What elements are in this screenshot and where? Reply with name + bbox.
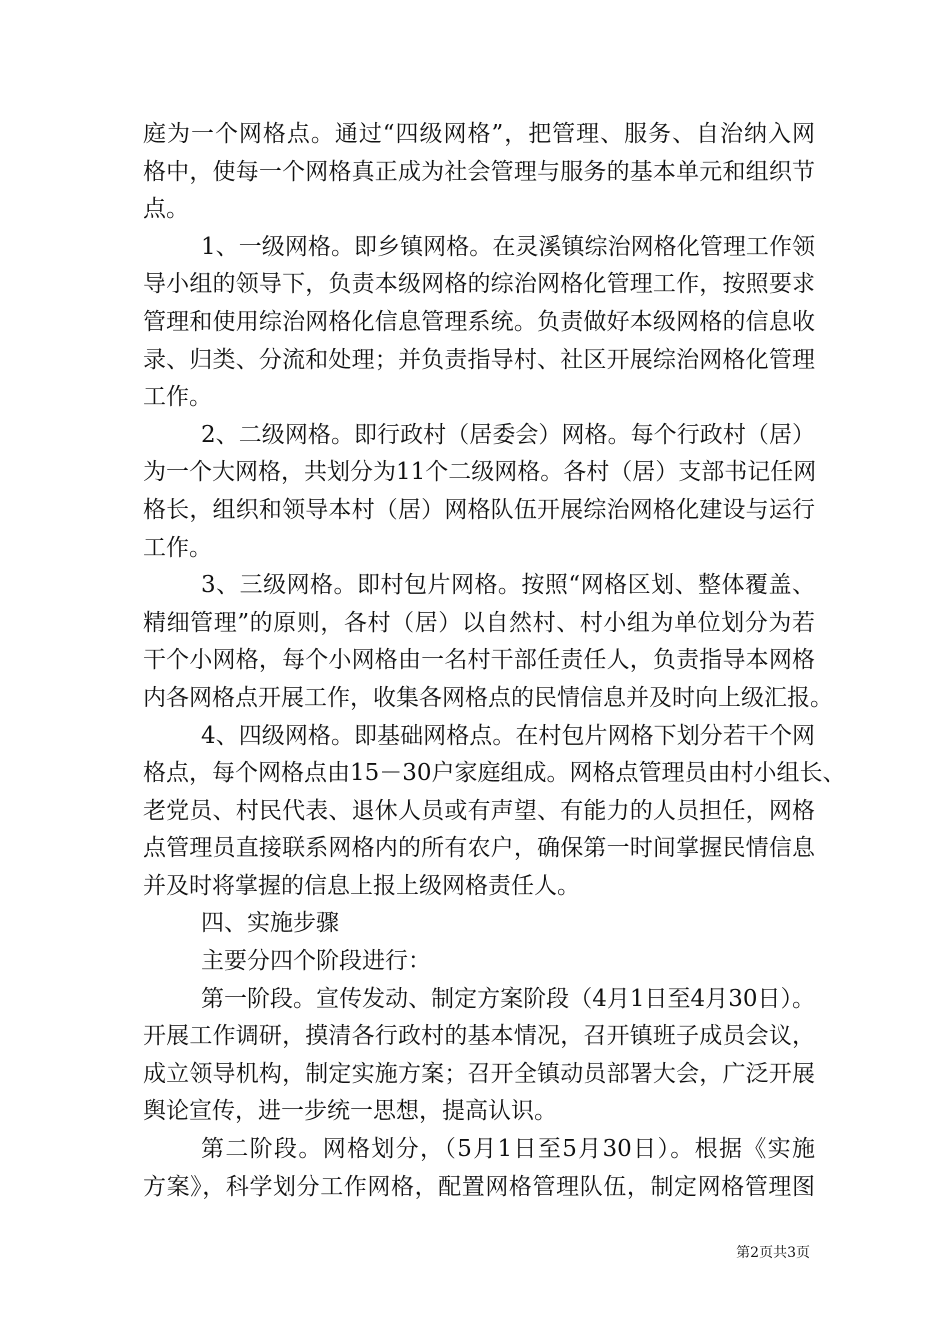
text-line: 第二阶段。网格划分，（5月1日至5月30日）。根据《实施 [201, 1136, 815, 1163]
text-line: 方案》，科学划分工作网格，配置网格管理队伍，制定网格管理图 [143, 1173, 815, 1200]
document-body [143, 116, 846, 1206]
text-line: 第一阶段。宣传发动、制定方案阶段（4月1日至4月30日）。 [201, 985, 815, 1012]
text-line: 格长，组织和领导本村（居）网格队伍开展综治网格化建设与运行 [143, 496, 815, 523]
text-line: 4、四级网格。即基础网格点。在村包片网格下划分若干个网 [201, 722, 815, 749]
text-line: 格中，使每一个网格真正成为社会管理与服务的基本单元和组织节 [143, 158, 815, 185]
text-line: 并及时将掌握的信息上报上级网格责任人。 [143, 872, 580, 899]
text-line: 工作。 [143, 384, 212, 411]
text-line: 舆论宣传，进一步统一思想，提高认识。 [143, 1098, 557, 1125]
text-line: 1、一级网格。即乡镇网格。在灵溪镇综治网格化管理工作领 [201, 233, 815, 260]
text-line: 精细管理”的原则，各村（居）以自然村、村小组为单位划分为若 [143, 609, 815, 636]
text-line: 干个小网格，每个小网格由一名村干部任责任人，负责指导本网格 [143, 647, 815, 674]
text-line: 工作。 [143, 534, 212, 561]
text-line: 格点，每个网格点由15－30户家庭组成。网格点管理员由村小组长、 [143, 760, 846, 787]
text-line: 管理和使用综治网格化信息管理系统。负责做好本级网格的信息收 [143, 308, 815, 335]
text-line: 3、三级网格。即村包片网格。按照“网格区划、整体覆盖、 [201, 572, 815, 599]
text-line: 点。 [143, 196, 189, 223]
page-number: 第2页共3页 [736, 1245, 810, 1261]
text-line: 成立领导机构，制定实施方案；召开全镇动员部署大会，广泛开展 [143, 1060, 815, 1087]
text-line: 录、归类、分流和处理；并负责指导村、社区开展综治网格化管理 [143, 346, 815, 373]
text-line: 为一个大网格，共划分为11个二级网格。各村（居）支部书记任网 [143, 459, 817, 486]
text-line: 2、二级网格。即行政村（居委会）网格。每个行政村（居） [201, 421, 815, 448]
text-line: 导小组的领导下，负责本级网格的综治网格化管理工作，按照要求 [143, 271, 815, 298]
text-line: 庭为一个网格点。通过“四级网格”，把管理、服务、自治纳入网 [143, 121, 815, 147]
text-line: 四、实施步骤 [201, 910, 339, 937]
text-line: 开展工作调研，摸清各行政村的基本情况，召开镇班子成员会议， [143, 1023, 815, 1050]
text-line: 点管理员直接联系网格内的所有农户，确保第一时间掌握民情信息 [143, 835, 815, 862]
text-line: 内各网格点开展工作，收集各网格点的民情信息并及时向上级汇报。 [143, 684, 833, 711]
text-line: 主要分四个阶段进行： [201, 948, 431, 975]
text-line: 老党员、村民代表、退休人员或有声望、有能力的人员担任，网格 [143, 797, 815, 824]
